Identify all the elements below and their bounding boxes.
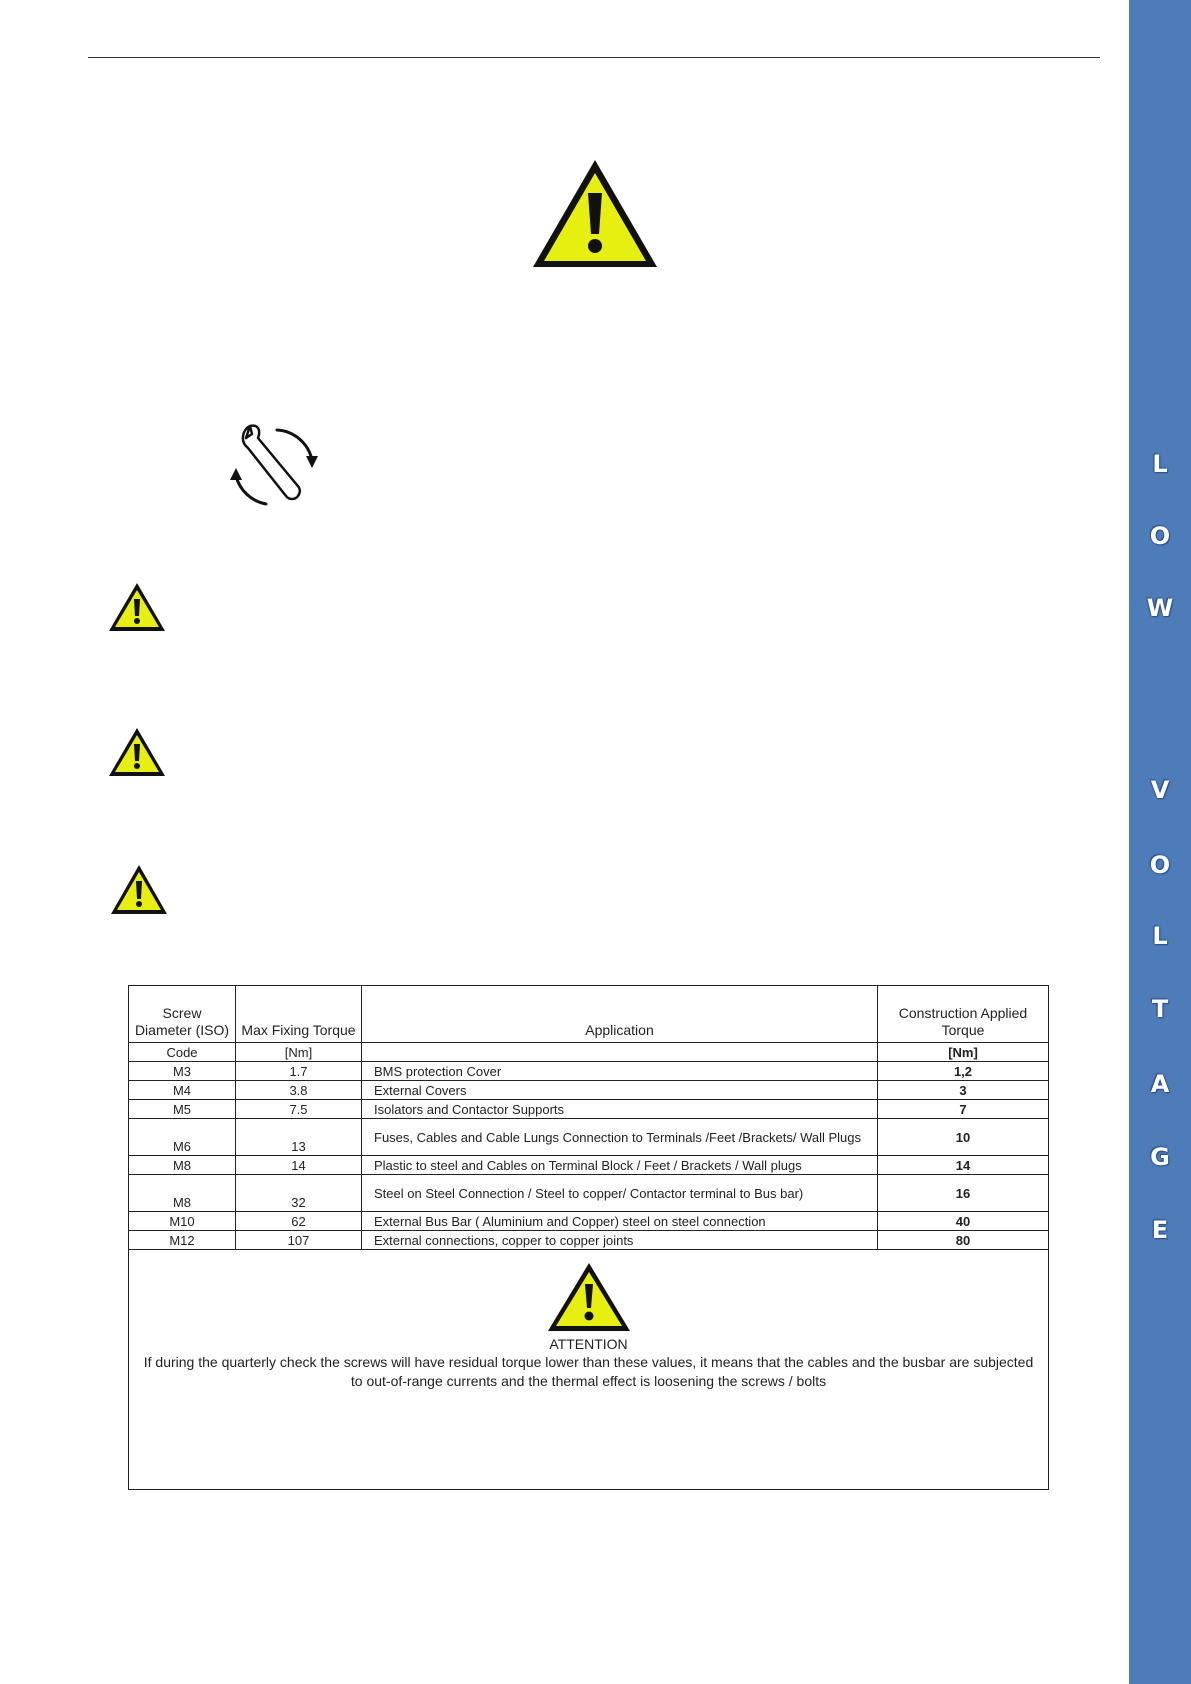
side-letter: O [1149,851,1171,879]
warning-triangle-icon [110,864,168,915]
header-max-fixing-torque: Max Fixing Torque [236,986,362,1043]
side-letter: A [1150,1070,1170,1098]
row-applied-torque: 40 [878,1212,1049,1231]
table-row [129,1119,1049,1156]
row-code: M5 [129,1100,236,1119]
warning-triangle-icon [108,727,166,777]
row-max-torque: 14 [236,1156,362,1175]
row-application: Steel on Steel Connection / Steel to copper/ Contactor terminal to Bus bar) [362,1175,878,1212]
row-max-torque: 7.5 [236,1100,362,1119]
row-applied-torque: 16 [878,1175,1049,1212]
table-row [129,1231,1049,1250]
units-applied: [Nm] [878,1043,1049,1062]
table-row [129,1081,1049,1100]
row-application: External connections, copper to copper joints [362,1231,878,1250]
header-rule [88,57,1100,58]
table-row [129,1212,1049,1231]
units-max: [Nm] [236,1043,362,1062]
side-banner [1129,0,1191,1684]
row-max-torque: 13 [236,1119,362,1156]
row-max-torque: 107 [236,1231,362,1250]
warning-triangle-icon [547,1262,631,1332]
row-applied-torque: 1,2 [878,1062,1049,1081]
side-letter: O [1149,522,1171,550]
side-letter: E [1151,1216,1169,1244]
table-row [129,1100,1049,1119]
attention-text: If during the quarterly check the screws will have residual torque lower than these values, it means that the cables and the busbar are subjected to out-of-range currents and the thermal effect is loosening the screws / bolts [143,1354,1034,1389]
row-code: M3 [129,1062,236,1081]
table-header-row [129,986,1049,1043]
row-applied-torque: 80 [878,1231,1049,1250]
row-code: M12 [129,1231,236,1250]
row-code: M6 [129,1119,236,1156]
row-application: Isolators and Contactor Supports [362,1100,878,1119]
row-applied-torque: 7 [878,1100,1049,1119]
table-row [129,1062,1049,1081]
row-application: External Covers [362,1081,878,1100]
row-max-torque: 1.7 [236,1062,362,1081]
units-application [362,1043,878,1062]
row-application: Fuses, Cables and Cable Lungs Connection to Terminals /Feet /Brackets/ Wall Plugs [362,1119,878,1156]
side-letter: L [1152,450,1168,478]
row-applied-torque: 10 [878,1119,1049,1156]
row-code: M8 [129,1156,236,1175]
header-screw-diameter: Screw Diameter (ISO) [129,986,236,1043]
row-applied-torque: 3 [878,1081,1049,1100]
side-letter: L [1152,922,1168,950]
table-note-row [129,1250,1049,1490]
table-row [129,1156,1049,1175]
warning-triangle-icon [108,582,166,632]
header-construction-torque: Construction Applied Torque [878,986,1049,1043]
row-application: External Bus Bar ( Aluminium and Copper) steel on steel connection [362,1212,878,1231]
side-letter: T [1151,995,1169,1023]
row-application: BMS protection Cover [362,1062,878,1081]
row-application: Plastic to steel and Cables on Terminal Block / Feet / Brackets / Wall plugs [362,1156,878,1175]
row-max-torque: 62 [236,1212,362,1231]
row-max-torque: 3.8 [236,1081,362,1100]
row-max-torque: 32 [236,1175,362,1212]
attention-note [129,1250,1049,1490]
table-row [129,1175,1049,1212]
units-code: Code [129,1043,236,1062]
side-letter: V [1150,776,1170,804]
row-applied-torque: 14 [878,1156,1049,1175]
attention-title: ATTENTION [549,1336,628,1352]
torque-table [128,985,1049,1490]
table-units-row [129,1043,1049,1062]
header-application: Application [362,986,878,1043]
row-code: M4 [129,1081,236,1100]
side-letter: W [1146,594,1174,622]
row-code: M10 [129,1212,236,1231]
row-code: M8 [129,1175,236,1212]
side-letter: G [1150,1143,1170,1171]
wrench-rotate-icon [228,420,324,508]
warning-triangle-icon [530,157,660,271]
